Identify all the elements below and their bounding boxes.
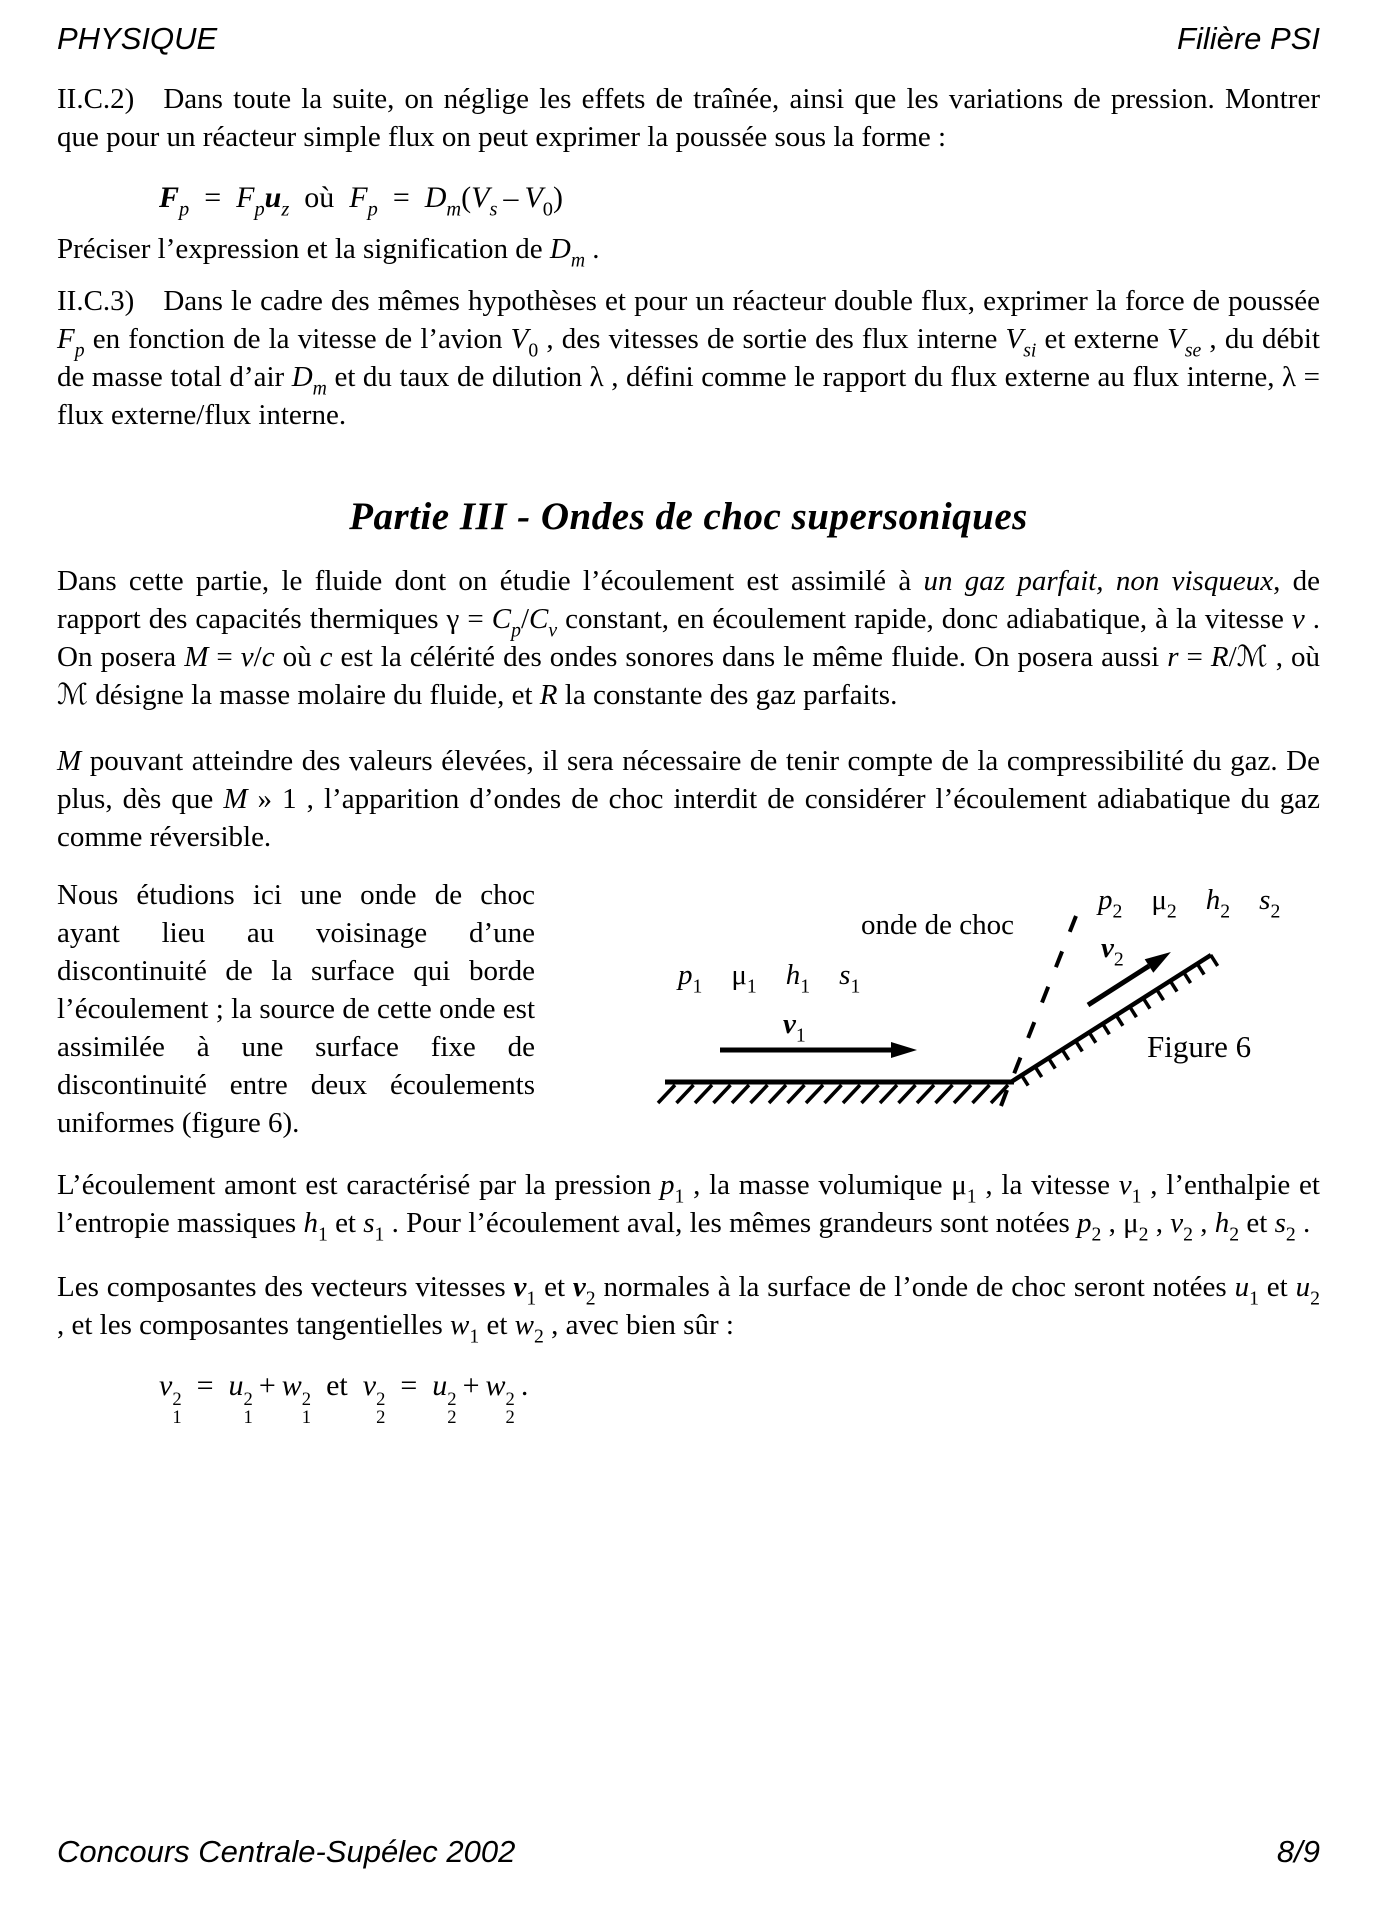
- part3-heading: Partie III - Ondes de choc supersoniques: [349, 495, 1028, 538]
- velocity-components-equation: v 2 1 = u 2 1 + w 2 1 et v 2 2 = u 2 2 + w 2 2 .: [159, 1369, 529, 1429]
- question-II-C-2: II.C.2) Dans toute la suite, on néglige les effets de traînée, ainsi que les variations de pression. Montrer que pour un réacteur simple flux on peut exprimer la poussée sous la forme :: [57, 83, 1320, 153]
- shock-wave-label: onde de choc: [861, 909, 1014, 941]
- downstream-quantities-label: $p_2$ $\mu_2$ $h_2$ $s_2$: [1098, 884, 1281, 923]
- figure-caption: Figure 6: [1147, 1029, 1252, 1064]
- header-subject: PHYSIQUE: [57, 21, 218, 56]
- part3-paragraph-4: L’écoulement amont est caractérisé par la pression $p_1$ , la masse volumique $\mu_1$ , la vitesse $v_1$ , l’enthalpie et l’entropie massiques $h_1$ et $s_1$ . Pour l’écoulement aval, les mêmes grandeurs sont notées $p_2$ , $\mu_2$ , $v_2$ , $h_2$ et $s_2$ .: [57, 1169, 1320, 1246]
- part3-paragraph-5: Les composantes des vecteurs vitesses $v_1$ et $v_2$ normales à la surface de l’onde de choc seront notées $u_1$ et $u_2$ , et les composantes tangentielles $w_1$ et $w_2$ , avec bien sûr :: [57, 1271, 1320, 1348]
- text-and-figure-row: [57, 876, 1320, 1144]
- page-header: [57, 22, 1320, 56]
- part3-paragraph-1: Dans cette partie, le fluide dont on étudie l’écoulement est assimilé à un gaz parfait, non visqueux, de rapport des capacités thermiques $\gamma = C_p/C_v$ constant, en écoulement rapide, donc adiabatique, à la vitesse v . On posera M = v/c où c est la célérité des ondes sonores dans le même fluide. On posera aussi r = R/ℳ , où ℳ désigne la masse molaire du fluide, et R la constante des gaz parfaits.: [57, 565, 1321, 711]
- q2-followup: Préciser l’expression et la signification de $D_m$ .: [57, 233, 600, 272]
- figure-6: [535, 876, 1318, 1144]
- footer-page-number: 8/9: [1276, 1834, 1320, 1869]
- page-footer: [57, 1834, 1320, 1870]
- v2-label: $v_2$: [1101, 932, 1124, 971]
- footer-concours: Concours Centrale-Supélec 2002: [57, 1834, 516, 1869]
- question-II-C-3: II.C.3) Dans le cadre des mêmes hypothèses et pour un réacteur double flux, exprimer la force de poussée $F_p$ en fonction de la vitesse de l’avion $V_0$ , des vitesses de sortie des flux interne $V_{si}$ et externe $V_{se}$ , du débit de masse total d’air $D_m$ et du taux de dilution λ , défini comme le rapport du flux externe au flux interne, λ = flux externe/flux interne.: [57, 285, 1320, 431]
- part3-paragraph-2: M pouvant atteindre des valeurs élevées, il sera nécessaire de tenir compte de la compressibilité du gaz. De plus, dès que M » 1 , l’apparition d’ondes de choc interdit de considérer l’écoulement adiabatique du gaz comme réversible.: [57, 745, 1320, 853]
- thrust-equation: $F_p$ = $F_pu_z$ où $F_p$ = $D_m(V_s - V_0)$: [159, 181, 563, 221]
- upstream-quantities-label: $p_1$ $\mu_1$ $h_1$ $s_1$: [678, 959, 861, 998]
- v1-label: $v_1$: [783, 1008, 806, 1047]
- part3-paragraph-3: Nous étudions ici une onde de choc ayant lieu au voisinage d’une discontinuité de la surface qui borde l’écoulement ; la source de cette onde est assimilée à une surface fixe de discontinuité entre deux écoulements uniformes (figure 6).: [57, 879, 535, 1139]
- header-filiere: Filière PSI: [1177, 21, 1320, 56]
